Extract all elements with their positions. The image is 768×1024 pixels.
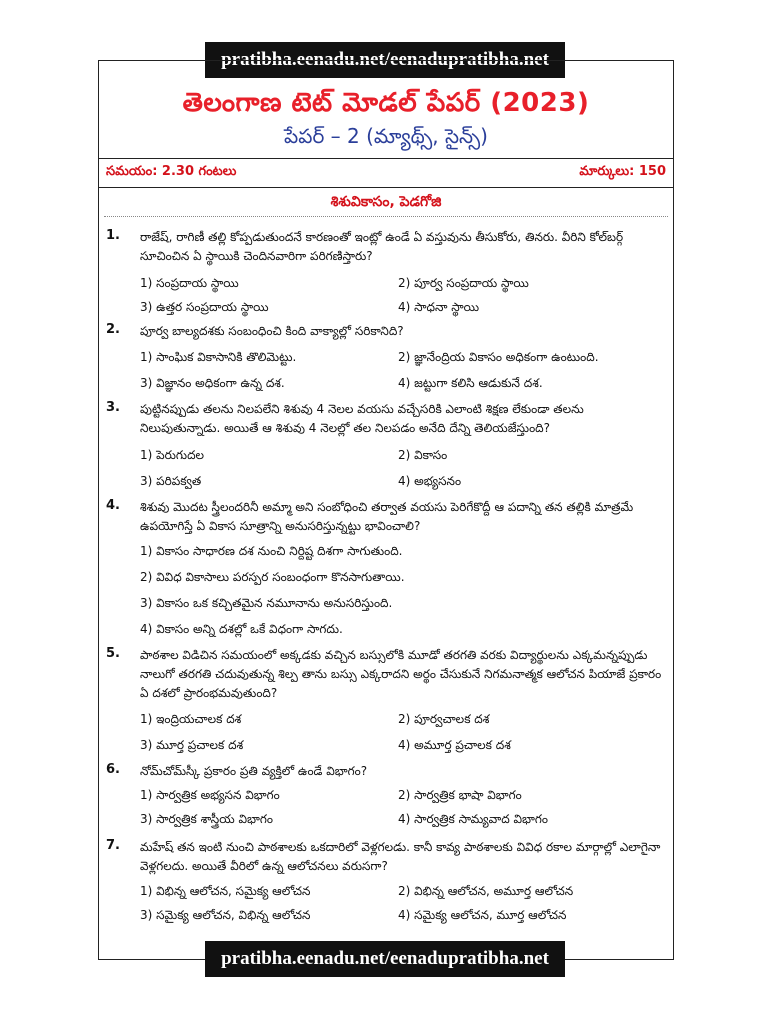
header-url-text: pratibha.eenadu.net/eenadupratibha.net	[221, 49, 549, 70]
question-number: 5.	[106, 646, 120, 661]
option-3: 3) పరిపక్వత	[140, 474, 202, 488]
option-2: 2) సార్వత్రిక భాషా విభాగం	[398, 788, 522, 802]
section-title: శిశువికాసం, పెడగోజి	[330, 194, 442, 210]
option-4: 4) అభ్యసనం	[398, 474, 462, 488]
option-2: 2) వివిధ వికాసాలు పరస్పర సంబంధంగా కొనసాగుతాయి.	[140, 570, 405, 584]
page-subtitle: పేపర్ – 2 (మ్యాథ్స్, సైన్స్)	[284, 124, 488, 148]
option-2: 2) పూర్వ సంప్రదాయ స్థాయి	[398, 276, 529, 290]
option-3: 3) సమైక్య ఆలోచన, విభిన్న ఆలోచన	[140, 908, 311, 922]
option-3: 3) మూర్త ప్రచాలక దశ	[140, 738, 244, 752]
question-text: పూర్వ బాల్యదశకు సంబంధించి కింది వాక్యాల్లో సరికానిది?	[140, 324, 404, 338]
question-number: 3.	[106, 400, 120, 415]
footer-url-banner	[205, 941, 565, 977]
option-2: 2) విభిన్న ఆలోచన, అమూర్త ఆలోచన	[398, 884, 574, 898]
option-4: 4) సార్వత్రిక సామ్యవాద విభాగం	[398, 812, 548, 826]
question-number: 1.	[106, 228, 120, 243]
question-text: పాఠశాల విడిచిన సమయంలో అక్కడకు వచ్చిన బస్సులోకి మూడో తరగతి వరకు విద్యార్థులను ఎక్కమన్నప్పుడు నాలుగో తరగతి చదువుతున్న శిల్ప తాను బస్సు ఎక్కరాదని అర్థం చేసుకునే నిగమనాత్మక ఆలోచన పియాజే ప్రకారం ఏ దశలో ప్రారంభమవుతుంది?	[140, 648, 662, 700]
option-3: 3) ఉత్తర సంప్రదాయ స్థాయి	[140, 300, 269, 314]
option-1: 1) వికాసం సాధారణ దశ నుంచి నిర్దిష్ట దిశగా సాగుతుంది.	[140, 544, 403, 558]
question-text: పుట్టినప్పుడు తలను నిలపలేని శిశువు 4 నెలల వయసు వచ్చేసరికి ఎలాంటి శిక్షణ లేకుండా తలను నిలుపుతున్నాడు. అయితే ఆ శిశువు 4 నెలల్లో తల నిలపడం అనేది దేన్ని తెలియజేస్తుంది?	[140, 402, 584, 435]
question-number: 2.	[106, 322, 120, 337]
option-4: 4) వికాసం అన్ని దశల్లో ఒకే విధంగా సాగదు.	[140, 622, 343, 636]
option-1: 1) విభిన్న ఆలోచన, సమైక్య ఆలోచన	[140, 884, 311, 898]
question-text: నోమ్‌చోమ్‌స్కీ ప్రకారం ప్రతి వ్యక్తిలో ఉండే విభాగం?	[140, 764, 368, 778]
option-4: 4) సమైక్య ఆలోచన, మూర్త ఆలోచన	[398, 908, 567, 922]
option-2: 2) వికాసం	[398, 448, 448, 462]
footer-url-text: pratibha.eenadu.net/eenadupratibha.net	[221, 948, 549, 969]
question-number: 7.	[106, 838, 120, 853]
option-4: 4) జట్టుగా కలిసి ఆడుకునే దశ.	[398, 376, 543, 390]
option-1: 1) సాంఘిక వికాసానికి తొలిమెట్టు.	[140, 350, 297, 364]
exam-marks: మార్కులు: 150	[579, 164, 666, 179]
exam-time: సమయం: 2.30 గంటలు	[106, 164, 237, 179]
section-divider	[104, 216, 668, 217]
option-3: 3) సార్వత్రిక శాస్త్రీయ విభాగం	[140, 812, 273, 826]
option-4: 4) అమూర్త ప్రచాలక దశ	[398, 738, 511, 752]
question-number: 4.	[106, 498, 120, 513]
page-title: తెలంగాణ టెట్ మోడల్ పేపర్ (2023)	[182, 88, 590, 118]
option-4: 4) సాధనా స్థాయి	[398, 300, 480, 314]
exam-info-row	[98, 158, 674, 188]
option-1: 1) పెరుగుదల	[140, 448, 205, 462]
question-text: మహేష్ తన ఇంటి నుంచి పాఠశాలకు ఒకదారిలో వెళ్లగలడు. కానీ కావ్య పాఠశాలకు వివిధ రకాల మార్గాల్లో ఎలాగైనా వెళ్లగలదు. అయితే వీరిలో ఉన్న ఆలోచనలు వరుసగా?	[140, 840, 661, 873]
option-1: 1) సంప్రదాయ స్థాయి	[140, 276, 239, 290]
question-text: రాజేష్, రాగిణీ తల్లి కోప్పడుతుందనే కారణంతో ఇంట్లో ఉండే ఏ వస్తువును తీసుకోరు, తినరు. వీరిని కోల్‌బర్గ్ సూచించిన ఏ స్థాయికి చెందినవారిగా పరిగణిస్తారు?	[140, 230, 624, 263]
option-3: 3) వికాసం ఒక కచ్చితమైన నమూనాను అనుసరిస్తుంది.	[140, 596, 393, 610]
question-text: శిశువు మొదట స్త్రీలందరినీ అమ్మా అని సంబోధించి తర్వాత వయసు పెరిగేకొద్దీ ఆ పదాన్ని తన తల్లికి మాత్రమే ఉపయోగిస్తే ఏ వికాస సూత్రాన్ని అనుసరిస్తున్నట్టు భావించాలి?	[140, 500, 634, 533]
option-3: 3) విజ్ఞానం అధికంగా ఉన్న దశ.	[140, 376, 285, 390]
option-2: 2) జ్ఞానేంద్రియ వికాసం అధికంగా ఉంటుంది.	[398, 350, 599, 364]
option-1: 1) సార్వత్రిక అభ్యసన విభాగం	[140, 788, 280, 802]
question-number: 6.	[106, 762, 120, 777]
option-1: 1) ఇంద్రియచాలక దశ	[140, 712, 242, 726]
option-2: 2) పూర్వచాలక దశ	[398, 712, 490, 726]
